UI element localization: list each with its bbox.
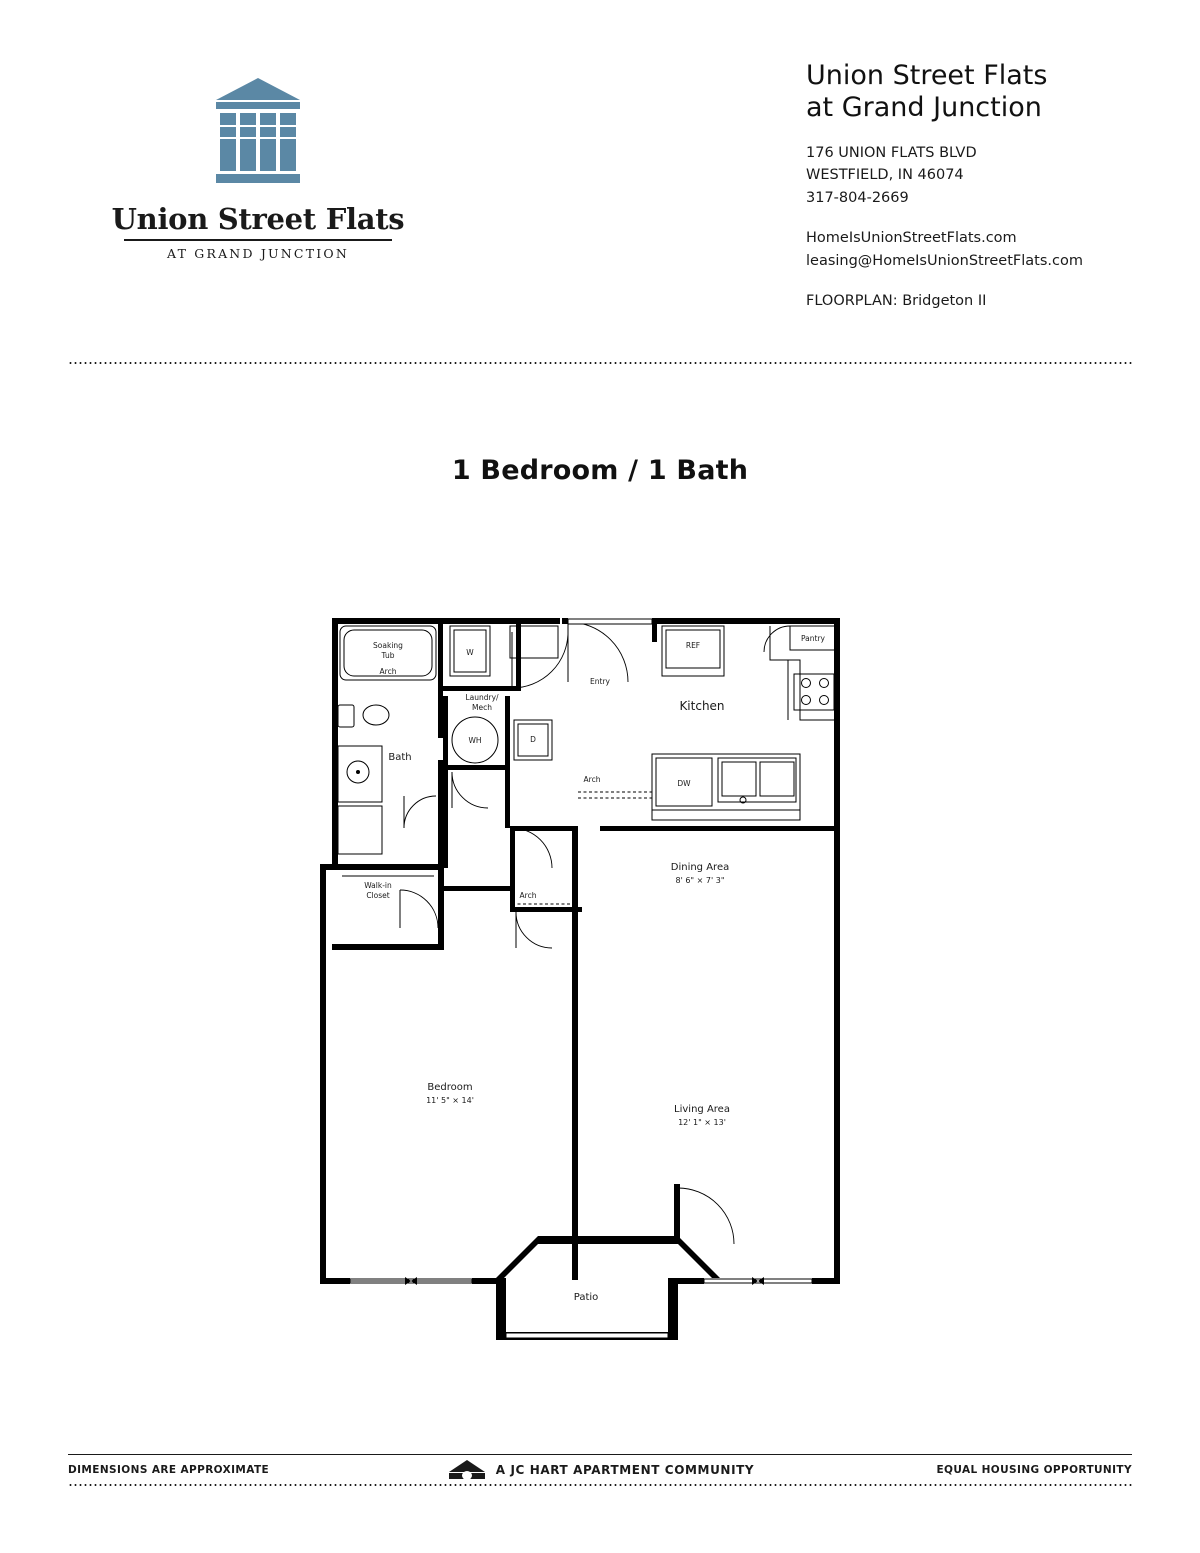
svg-text:Laundry/: Laundry/	[465, 693, 499, 702]
svg-text:Arch: Arch	[379, 667, 397, 676]
svg-text:Soaking: Soaking	[373, 641, 403, 650]
svg-text:Entry: Entry	[590, 677, 610, 686]
phone-number: 317-804-2669	[806, 189, 909, 206]
email-link[interactable]: leasing@HomeIsUnionStreetFlats.com	[806, 252, 1083, 269]
page-title: 1 Bedroom / 1 Bath	[451, 455, 749, 486]
document-header	[0, 0, 1200, 360]
svg-text:Arch: Arch	[583, 775, 601, 784]
svg-text:11' 5" × 14': 11' 5" × 14'	[426, 1096, 474, 1105]
address-line-1: 176 UNION FLATS BLVD	[806, 144, 977, 161]
jc-hart-icon	[446, 1458, 488, 1483]
svg-text:Arch: Arch	[519, 891, 537, 900]
svg-text:Dining Area: Dining Area	[670, 862, 730, 873]
logo-subtitle: AT GRAND JUNCTION	[167, 246, 349, 261]
brand-logo	[108, 78, 408, 261]
svg-text:Living Area: Living Area	[674, 1104, 730, 1115]
svg-text:Kitchen: Kitchen	[679, 699, 725, 713]
document-footer	[0, 1440, 1200, 1520]
svg-text:Walk-in: Walk-in	[364, 881, 392, 890]
header-divider	[68, 360, 1132, 366]
svg-text:DW: DW	[677, 779, 691, 788]
website-link[interactable]: HomeIsUnionStreetFlats.com	[806, 230, 1017, 247]
footer-dotted-divider	[68, 1482, 1132, 1488]
footer-divider	[68, 1454, 1132, 1455]
floorplan-name: FLOORPLAN: Bridgeton II	[806, 293, 987, 310]
svg-text:Pantry: Pantry	[801, 634, 825, 643]
community-credit-text: A JC HART APARTMENT COMMUNITY	[495, 1463, 755, 1477]
svg-text:8' 6" × 7' 3": 8' 6" × 7' 3"	[675, 876, 725, 885]
svg-text:Bedroom: Bedroom	[427, 1082, 473, 1093]
svg-text:12' 1" × 13': 12' 1" × 13'	[678, 1118, 726, 1127]
equal-housing-notice: EQUAL HOUSING OPPORTUNITY	[936, 1464, 1132, 1476]
dimensions-disclaimer: DIMENSIONS ARE APPROXIMATE	[68, 1464, 270, 1476]
svg-text:REF: REF	[685, 641, 701, 650]
property-title-line1: Union Street Flats	[806, 60, 1048, 91]
property-info	[806, 60, 1166, 313]
svg-text:Mech: Mech	[472, 703, 492, 712]
svg-text:Closet: Closet	[366, 891, 390, 900]
svg-text:Bath: Bath	[388, 752, 412, 763]
floorplan-drawing	[300, 600, 900, 1340]
address-line-2: WESTFIELD, IN 46074	[806, 167, 964, 184]
svg-text:Patio: Patio	[573, 1292, 599, 1303]
pavilion-icon	[216, 78, 300, 188]
logo-name: Union Street Flats	[111, 202, 405, 236]
svg-text:D: D	[530, 735, 536, 744]
svg-text:W: W	[466, 648, 474, 657]
logo-divider	[124, 239, 392, 241]
property-title-line2: at Grand Junction	[806, 91, 1042, 123]
svg-text:Tub: Tub	[381, 651, 395, 660]
svg-text:WH: WH	[468, 736, 482, 745]
